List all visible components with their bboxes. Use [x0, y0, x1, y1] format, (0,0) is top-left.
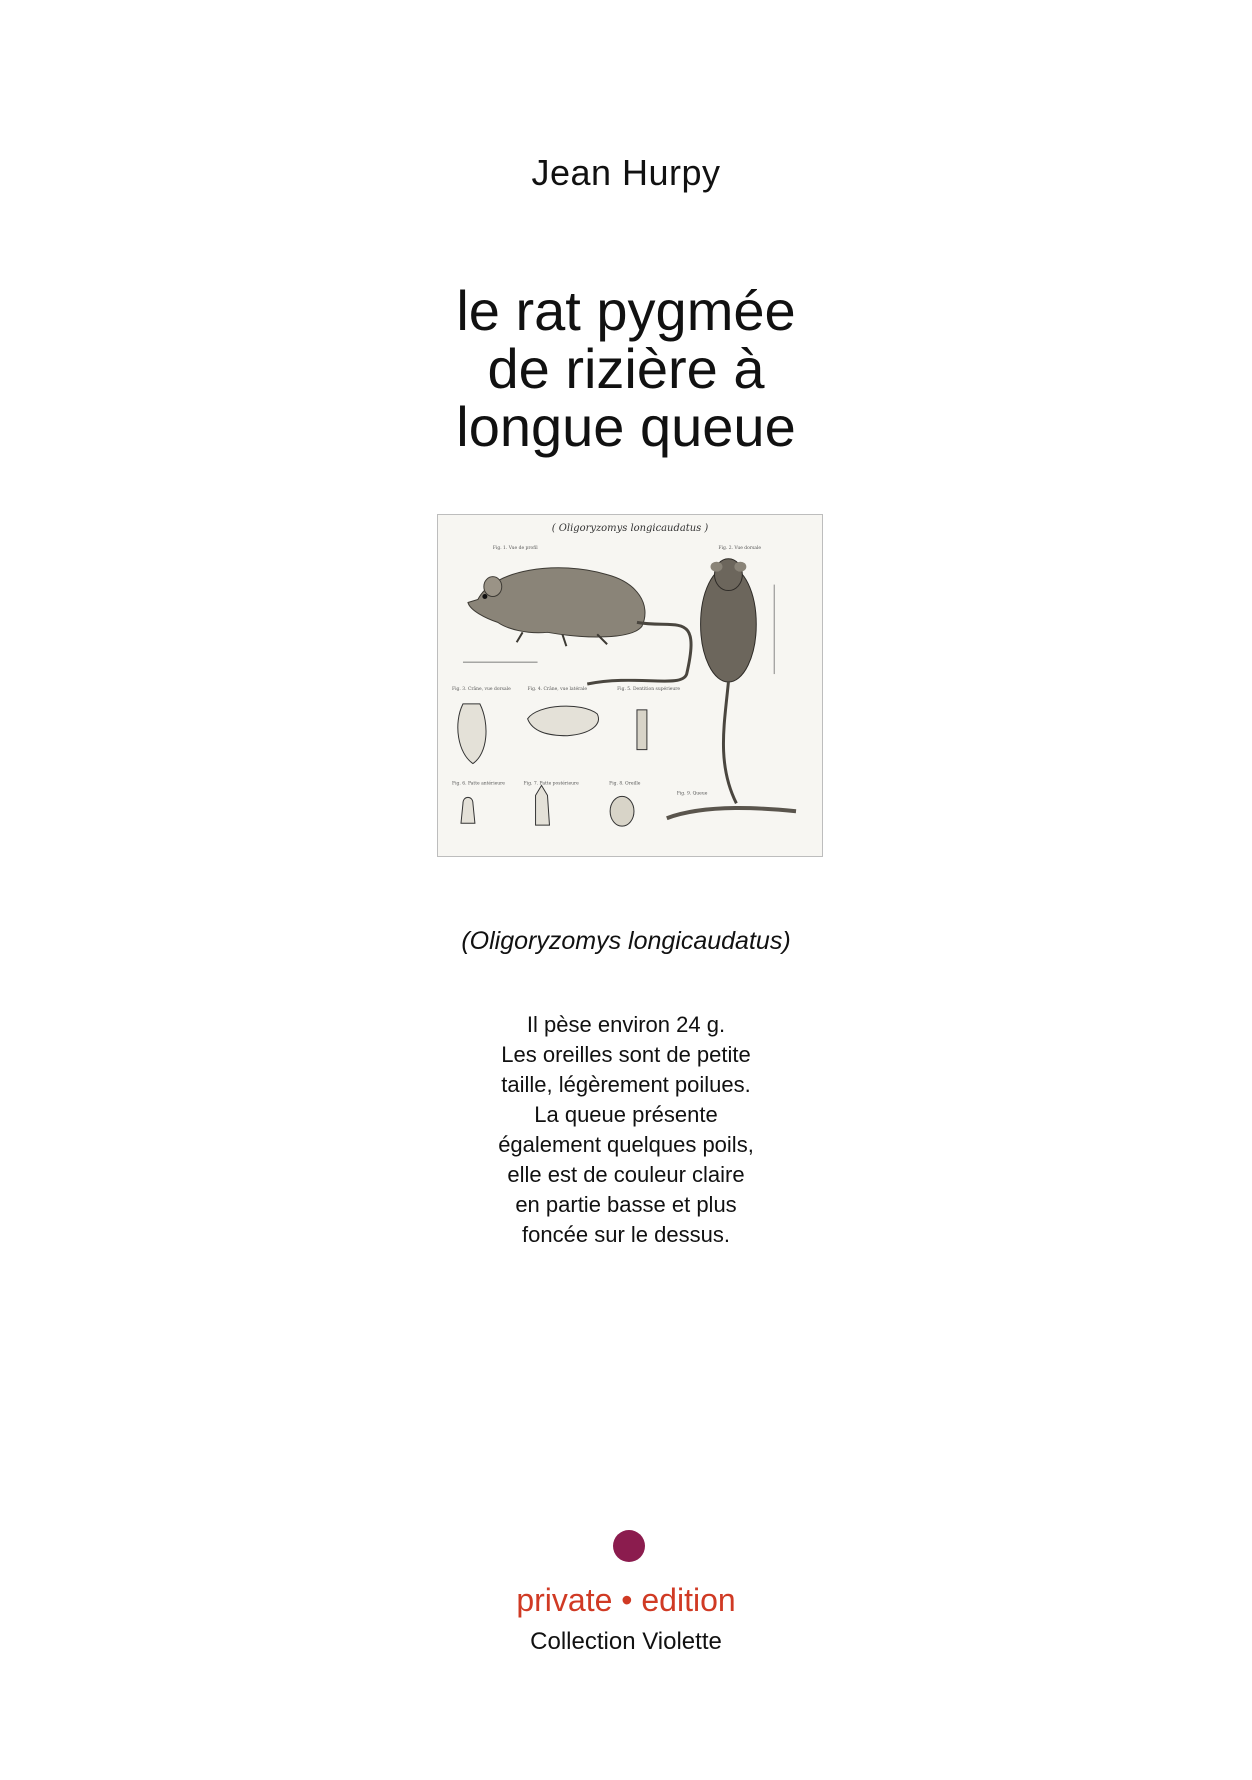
plate-fig-label: Fig. 4. Crâne, vue latérale — [527, 686, 587, 692]
plate-fig-label: Fig. 1. Vue de profil — [492, 545, 538, 551]
rat-dorsal-drawing — [701, 559, 775, 804]
description-line: foncée sur le dessus. — [522, 1222, 730, 1247]
description-line: La queue présente — [534, 1102, 718, 1127]
paw-ear-drawings — [461, 785, 796, 826]
description-line: Les oreilles sont de petite — [501, 1042, 751, 1067]
author-name: Jean Hurpy — [531, 152, 721, 193]
title-line: de rizière à — [487, 337, 765, 400]
skull-drawings — [458, 704, 647, 764]
collection-name: Collection Violette — [530, 1628, 722, 1655]
plate-fig-label: Fig. 5. Dentition supérieure — [617, 686, 681, 692]
description-line: en partie basse et plus — [515, 1192, 737, 1217]
rat-profile-drawing — [463, 568, 691, 684]
plate-fig-label: Fig. 3. Crâne, vue dorsale — [452, 686, 511, 692]
plate-fig-label: Fig. 7. Patte postérieure — [523, 781, 579, 787]
description-line: également quelques poils, — [498, 1132, 754, 1157]
book-title — [0, 279, 1252, 458]
plate-fig-label: Fig. 6. Patte antérieure — [452, 781, 505, 787]
plate-caption: ( Oligoryzomys longicaudatus ) — [551, 522, 709, 534]
description — [0, 1010, 1252, 1250]
title-line: longue queue — [456, 395, 796, 458]
description-line: Il pèse environ 24 g. — [526, 1012, 726, 1037]
plate-fig-label: Fig. 8. Oreille — [609, 781, 641, 787]
illustration-plate — [437, 514, 823, 857]
latin-name: (Oligoryzomys longicaudatus) — [461, 927, 791, 955]
publisher-dot-icon — [613, 1530, 645, 1562]
description-line: elle est de couleur claire — [507, 1162, 745, 1187]
plate-fig-label: Fig. 9. Queue — [676, 791, 708, 797]
description-line: taille, légèrement poilues. — [501, 1072, 751, 1097]
plate-fig-label: Fig. 2. Vue dorsale — [718, 545, 762, 551]
publisher-name: private • edition — [516, 1582, 736, 1618]
title-line: le rat pygmée — [456, 279, 796, 342]
